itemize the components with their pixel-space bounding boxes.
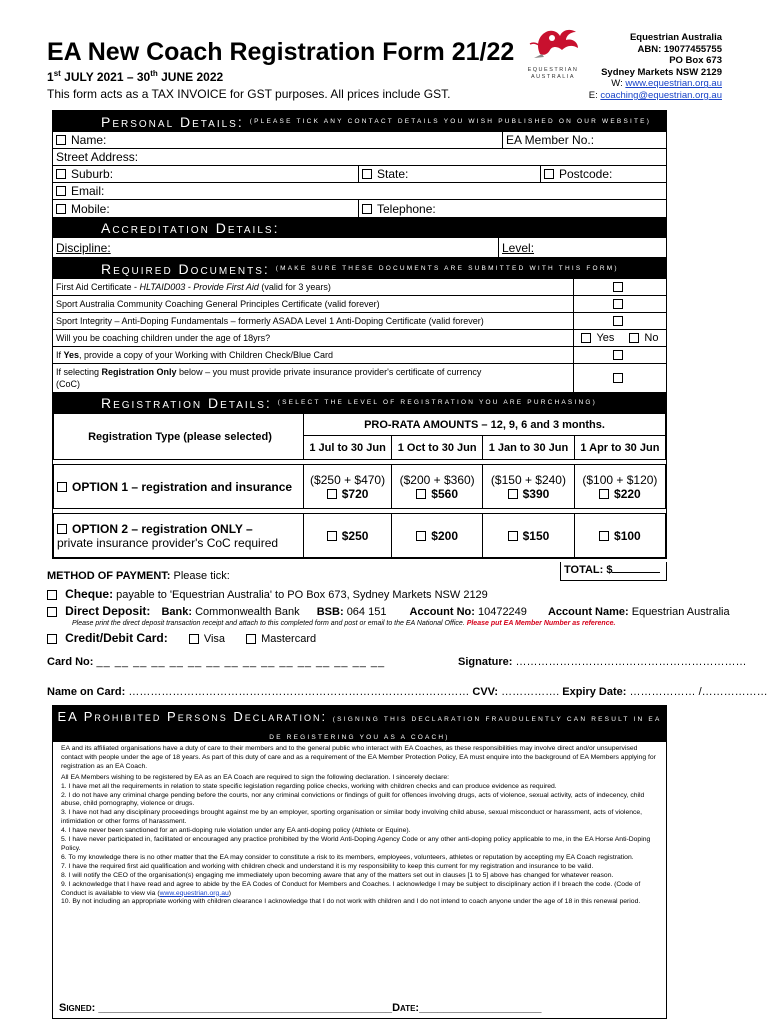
suburb-field[interactable]: Suburb:: [53, 166, 359, 182]
telephone-checkbox[interactable]: [362, 204, 372, 214]
name-field[interactable]: Name:: [53, 132, 503, 148]
total-field[interactable]: TOTAL: $: [560, 562, 667, 581]
declaration-header: EA Prohibited Persons Declaration: (SIGNING THIS DECLARATION FRAUDULENTLY CAN RESULT IN EA DE REGISTERING YOU AS A COACH): [53, 706, 666, 742]
org-name: Equestrian Australia: [629, 32, 722, 43]
registration-form: [52, 110, 667, 559]
payment-method-label: METHOD OF PAYMENT: Please tick:: [47, 570, 230, 582]
option-1-price[interactable]: ($200 + $360) $560: [392, 465, 483, 509]
mastercard-option[interactable]: Mastercard: [246, 633, 316, 645]
registration-type-header: Registration Type (please selected): [54, 414, 304, 460]
sport-integrity-checkbox[interactable]: [613, 316, 623, 326]
doc-wwc: If Yes, provide a copy of your Working with Children Check/Blue Card: [53, 347, 666, 364]
card-number-field[interactable]: Card No: __ __ __ __ __ __ __ __ __ __ __ __ __ __ __ __: [47, 656, 386, 668]
state-field[interactable]: State:: [359, 166, 541, 182]
page-title: EA New Coach Registration Form 21/22: [47, 38, 515, 66]
option-1-price[interactable]: ($150 + $240) $390: [483, 465, 575, 509]
telephone-field[interactable]: Telephone:: [359, 200, 666, 217]
sport-aus-checkbox[interactable]: [613, 299, 623, 309]
option-2-cell[interactable]: OPTION 2 – registration ONLY – private insurance provider's CoC required: [54, 514, 304, 558]
period-header: 1 Jul to 30 Jun: [304, 436, 392, 460]
direct-deposit-option[interactable]: Direct Deposit: Bank: Commonwealth Bank BSB: 064 151 Account No: 10472249 Account Name: Equestrian Australia: [47, 604, 730, 618]
suburb-checkbox[interactable]: [56, 169, 66, 179]
declaration-body: EA and its affiliated organisations have a duty of care to their members and to the general public who interact with EA Coaches, as these responsibilities may involve direct and/or unsupervised contact with people under the age of 18 years. As part of this duty of care and as a requirement of the EA Member Protection Policy, EA must enquire into the background of EA Members applying for registration as an EA Coach. All EA Members wishing to be registered by EA as an EA Coach are required to sign the following declaration. I sincerely declare: 1. I have met all the requirements in relation to state specific legislation regarding police checks, working with children checks and can produce evidence as required. 2. I do not have any criminal charge pending before the courts, nor any criminal convictions or findings of guilt for offences involving drugs, acts of violence, sexual activity, acts of indecency, child abuse, child pornography, violence or drugs. 3. I have not had any disciplinary proceedings brought against me by an employer, sporting organisation or similar body involving child abuse, sexual misconduct or harassment, acts of violence, intimidation or other forms of harassment. 4. I have never been sanctioned for an anti-doping rule violation under any EA anti-doping policy (Athlete or Equine). 5. I have never participated in, facilitated or encouraged any practice prohibited by the World Anti-Doping Agency Code or any other anti-doping policy applicable to me, in the EA Horse Anti-Doping Policy. 6. To my knowledge there is no other matter that the EA may consider to constitute a risk to its members, employees, volunteers, athletes or reputation by accepting my EA Coach registration. 7. I have the required first aid qualification and working with children check and understand it is my responsibility to keep this current for my registration and insurance to be valid. 8. I will notify the CEO of the organisation(s) engaging me immediately upon becoming aware that any of the matters set out in clauses [1 to 5] above has changed for whatever reason. 9. I acknowledge that I have read and agree to abide by the EA Codes of Conduct for Members and Coaches. I acknowledge I may be subject to disciplinary action if I breach the code. (Code of Conduct is available to view via (www.equestrian.org.au) 10. By not including an appropriate working with children clearance I acknowledge that I do not work with children and I do not intend to coach anyone under the age of 18 in this renewal period.: [61, 745, 656, 906]
mobile-checkbox[interactable]: [56, 204, 66, 214]
discipline-field[interactable]: Discipline:: [53, 238, 499, 257]
prohibited-persons-declaration: [52, 705, 667, 1019]
personal-details-header: Personal Details: (PLEASE TICK ANY CONTACT DETAILS YOU WISH PUBLISHED ON OUR WEBSITE): [53, 111, 666, 132]
doc-first-aid: First Aid Certificate - HLTAID003 - Provide First Aid (valid for 3 years): [53, 279, 666, 296]
option-1-price[interactable]: ($100 + $120) $220: [574, 465, 665, 509]
email-field[interactable]: Email:: [53, 183, 104, 199]
doc-coc: If selecting Registration Only below – you must provide private insurance provider's certificate of currency (CoC): [53, 364, 666, 392]
first-aid-checkbox[interactable]: [613, 282, 623, 292]
name-checkbox[interactable]: [56, 135, 66, 145]
wwc-checkbox[interactable]: [613, 350, 623, 360]
org-po-box: PO Box 673: [669, 55, 722, 67]
name-on-card-field[interactable]: Name on Card: ………………………………………………………………………………… CVV: ……………. Expiry Date: ……………… /………………: [47, 686, 768, 698]
period-header: 1 Jan to 30 Jun: [483, 436, 575, 460]
level-field[interactable]: Level:: [502, 240, 535, 255]
no-option[interactable]: No: [629, 332, 658, 344]
deposit-note: Please print the direct deposit transaction receipt and attach to this completed form and post or email to the EA National Office. Please put EA Member Number as reference.: [72, 620, 616, 627]
coc-checkbox[interactable]: [613, 373, 623, 383]
signature-date-line[interactable]: Signed: ________________________________________________Date:____________________: [59, 1002, 542, 1014]
org-contact-block: Equestrian Australia ABN: 19077455755 PO Box 673 Sydney Markets NSW 2129 W: www.equestrian.org.au E: coaching@equestrian.org.au: [522, 32, 722, 102]
email-checkbox[interactable]: [56, 186, 66, 196]
prorata-header: PRO-RATA AMOUNTS – 12, 9, 6 and 3 months.: [304, 414, 666, 436]
accreditation-header: Accreditation Details:: [53, 217, 666, 238]
postcode-field[interactable]: Postcode:: [541, 166, 666, 182]
logo-wordmark: EQUESTRIAN AUSTRALIA: [527, 67, 579, 80]
registration-details-header: Registration Details: (SELECT THE LEVEL OF REGISTRATION YOU ARE PURCHASING): [53, 392, 666, 413]
option-1-cell[interactable]: OPTION 1 – registration and insurance: [54, 465, 304, 509]
state-checkbox[interactable]: [362, 169, 372, 179]
street-address-field[interactable]: Street Address:: [56, 150, 139, 164]
org-city: Sydney Markets NSW 2129: [601, 66, 722, 78]
email-link[interactable]: coaching@equestrian.org.au: [600, 89, 722, 101]
org-abn: ABN: 19077455755: [637, 43, 722, 55]
signature-field[interactable]: Signature: ………………………………………………………: [458, 656, 747, 668]
option-1-checkbox[interactable]: [57, 482, 67, 492]
required-documents-header: Required Documents: (MAKE SURE THESE DOCUMENTS ARE SUBMITTED WITH THIS FORM): [53, 258, 666, 279]
registration-period: 1st JULY 2021 – 30th JUNE 2022: [47, 69, 224, 84]
card-option[interactable]: Credit/Debit Card: Visa Mastercard: [47, 631, 316, 645]
mobile-field[interactable]: Mobile:: [53, 200, 359, 217]
yes-option[interactable]: Yes: [581, 332, 614, 344]
option-2-checkbox[interactable]: [57, 524, 67, 534]
option-1-price[interactable]: ($250 + $470) $720: [304, 465, 392, 509]
member-no-field[interactable]: EA Member No.:: [506, 133, 595, 147]
visa-option[interactable]: Visa: [189, 633, 225, 645]
option-2-price[interactable]: $250: [304, 514, 392, 558]
postcode-checkbox[interactable]: [544, 169, 554, 179]
doc-sport-integrity: Sport Integrity – Anti-Doping Fundamentals – formerly ASADA Level 1 Anti-Doping Certificate (valid forever): [53, 313, 666, 330]
period-header: 1 Apr to 30 Jun: [574, 436, 665, 460]
doc-children-question: Will you be coaching children under the age of 18yrs? Yes No: [53, 330, 666, 347]
doc-sport-australia: Sport Australia Community Coaching General Principles Certificate (valid forever): [53, 296, 666, 313]
cheque-option[interactable]: Cheque: payable to 'Equestrian Australia' to PO Box 673, Sydney Markets NSW 2129: [47, 587, 488, 601]
code-of-conduct-link[interactable]: www.equestrian.org.au: [159, 889, 229, 897]
tax-invoice-note: This form acts as a TAX INVOICE for GST purposes. All prices include GST.: [47, 87, 451, 101]
period-header: 1 Oct to 30 Jun: [392, 436, 483, 460]
registration-table: [53, 413, 666, 558]
option-2-price[interactable]: $100: [574, 514, 665, 558]
option-2-price[interactable]: $150: [483, 514, 575, 558]
option-2-price[interactable]: $200: [392, 514, 483, 558]
website-link[interactable]: www.equestrian.org.au: [625, 78, 722, 90]
